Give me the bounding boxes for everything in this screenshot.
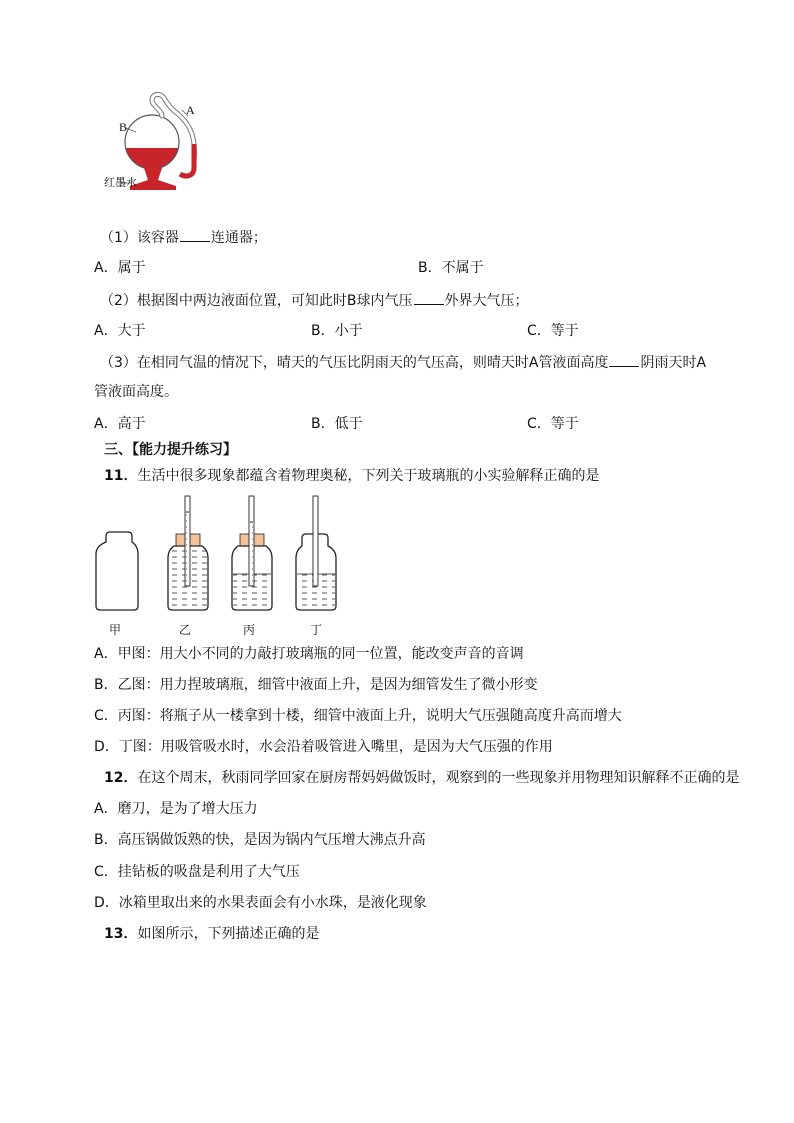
q12-stem-line	[104, 768, 739, 788]
answer-blank[interactable]	[180, 227, 210, 242]
q10-sub3-option-b[interactable]: B．低于	[311, 416, 363, 432]
flask-label-b: B	[119, 120, 128, 134]
q11-option-a[interactable]: A．甲图：用大小不同的力敲打玻璃瓶的同一位置，能改变声音的音调	[94, 646, 524, 662]
q10-sub3-pre: （3）在相同气温的情况下，晴天的气压比阴雨天的气压高，则晴天时A管液面高度	[100, 355, 609, 371]
q11-option-b[interactable]: B．乙图：用力捏玻璃瓶，细管中液面上升，是因为细管发生了微小形变	[94, 677, 538, 693]
bottle-label-ding: 丁	[310, 623, 323, 637]
bottle-yi	[168, 496, 208, 610]
flask-label-water: 红墨水	[104, 176, 137, 189]
q12-option-c[interactable]: C．挂钻板的吸盘是利用了大气压	[94, 864, 300, 880]
q10-sub2-post: 外界大气压；	[444, 293, 529, 309]
bottle-jia	[96, 532, 138, 610]
q12-stem: 在这个周末，秋雨同学回家在厨房帮妈妈做饭时，观察到的一些现象并用物理知识解释不正确的是	[137, 770, 740, 786]
q10-sub2-option-a[interactable]: A．大于	[94, 323, 146, 339]
q10-sub2-option-b[interactable]: B．小于	[311, 323, 363, 339]
bottles-figure	[90, 494, 350, 634]
bottle-ding	[296, 496, 336, 610]
answer-blank[interactable]	[414, 290, 444, 305]
q10-sub3-line2: 管液面高度。	[94, 384, 178, 400]
answer-blank[interactable]	[609, 352, 639, 367]
q10-sub2-pre: （2）根据图中两边液面位置，可知此时B球内气压	[100, 293, 413, 309]
q11-option-d[interactable]: D．丁图：用吸管吸水时，水会沿着吸管进入嘴里，是因为大气压强的作用	[94, 739, 553, 755]
q13-stem-line	[104, 924, 319, 944]
bottle-label-jia: 甲	[109, 623, 122, 637]
q11-stem-line	[104, 466, 599, 486]
q10-sub1-post: 连通器；	[210, 230, 267, 246]
q10-sub2	[100, 290, 529, 311]
bottle-bing	[232, 496, 272, 610]
q10-sub1	[100, 227, 267, 248]
q10-sub3-option-c[interactable]: C．等于	[527, 416, 579, 432]
q12-option-b[interactable]: B．高压锅做饭熟的快，是因为锅内气压增大沸点升高	[94, 832, 426, 848]
q12-option-d[interactable]: D．冰箱里取出来的水果表面会有小水珠，是液化现象	[94, 895, 427, 911]
q11-option-c[interactable]: C．丙图：将瓶子从一楼拿到十楼，细管中液面上升，说明大气压强随高度升高而增大	[94, 708, 622, 724]
q11-stem: 生活中很多现象都蕴含着物理奥秘，下列关于玻璃瓶的小实验解释正确的是	[137, 468, 600, 484]
section-title: 三、【能力提升练习】	[104, 442, 237, 458]
q10-sub3	[100, 352, 706, 373]
q10-sub2-option-c[interactable]: C．等于	[527, 323, 579, 339]
q13-number: 13．	[104, 926, 138, 942]
q10-sub1-pre: （1）该容器	[100, 230, 179, 246]
q12-option-a[interactable]: A．磨刀，是为了增大压力	[94, 801, 258, 817]
q10-sub3-post: 阴雨天时A	[640, 355, 707, 371]
q11-number: 11．	[104, 468, 138, 484]
q10-sub1-option-a[interactable]: A．属于	[94, 260, 146, 276]
q10-sub3-option-a[interactable]: A．高于	[94, 416, 146, 432]
bottle-label-bing: 丙	[243, 623, 256, 637]
q10-sub1-option-b[interactable]: B．不属于	[418, 260, 484, 276]
q13-stem: 如图所示，下列描述正确的是	[137, 926, 320, 942]
flask-label-a: A	[186, 103, 195, 117]
bottle-label-yi: 乙	[179, 623, 192, 637]
q12-number: 12．	[104, 770, 138, 786]
